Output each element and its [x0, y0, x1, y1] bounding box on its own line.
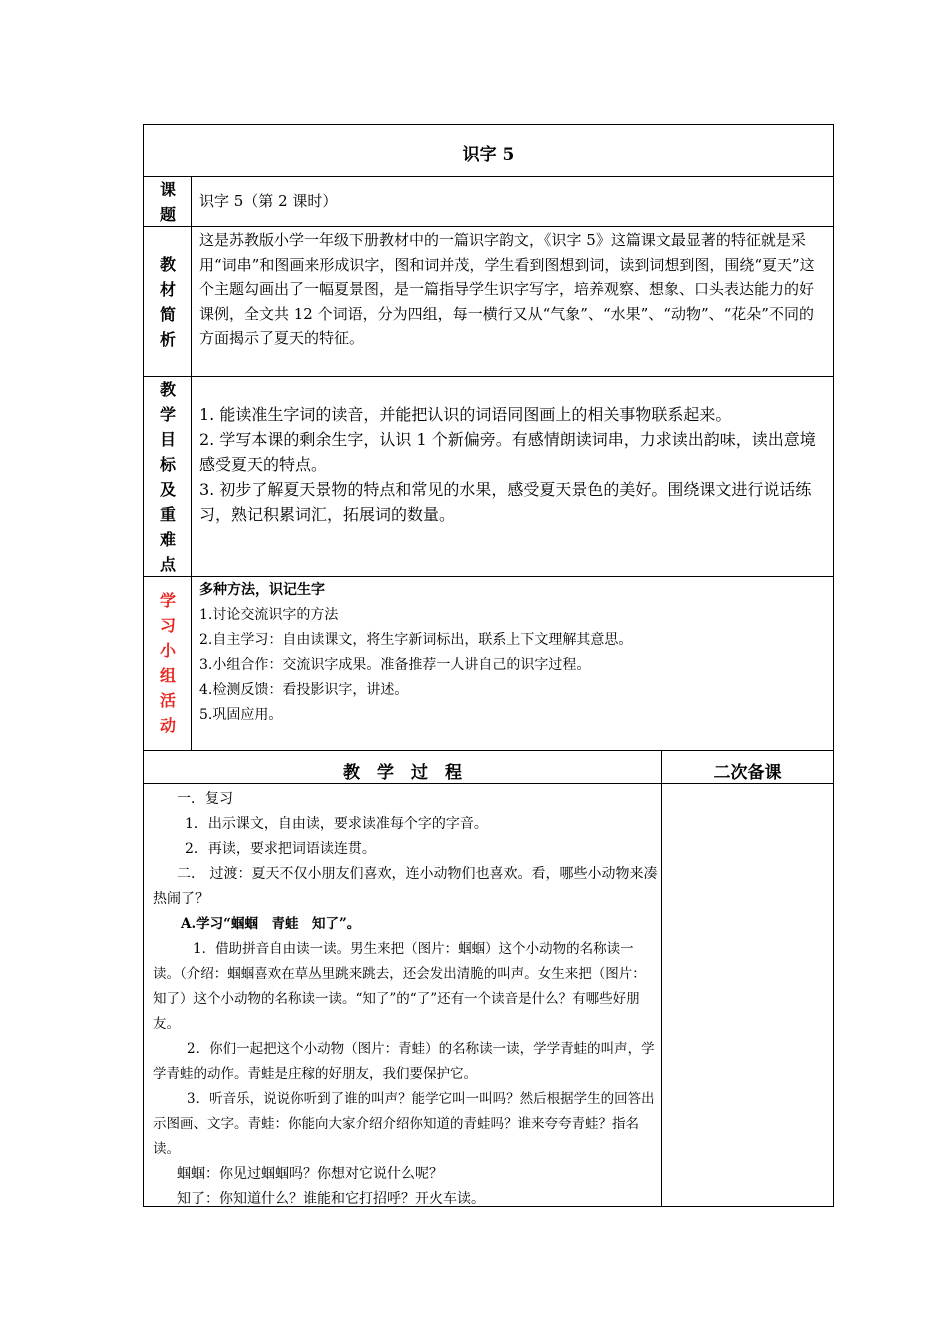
process-line: 2．你们一起把这个小动物（图片：青蛙）的名称读一读，学学青蛙的叫声，学学青蛙的动作。青蛙是庄稼的好朋友，我们要保护它。 [153, 1041, 655, 1082]
row-divider [144, 783, 833, 784]
process-line: 二． 过渡：夏天不仅小朋友们喜欢，连小动物们也喜欢。看，哪些小动物来凑热闹了？ [153, 866, 658, 907]
activity-item: 3.小组合作：交流识字成果。准备推荐一人讲自己的识字过程。 [199, 657, 591, 673]
activity-item: 4.检测反馈：看投影识字，讲述。 [199, 682, 409, 698]
group-activity-label: 学 习 小 组 活 动 [159, 591, 176, 735]
row-divider [144, 176, 833, 177]
row-divider [144, 376, 833, 377]
process-body [153, 787, 658, 1212]
activity-item: 2.自主学习：自由读课文，将生字新词标出，联系上下文理解其意思。 [199, 632, 633, 648]
intro-text: 这是苏教版小学一年级下册教材中的一篇识字韵文，《识字 5》这篇课文最显著的特征就是采用“词串”和图画来形成识字，图和词并茂，学生看到图想到词，读到词想到图，围绕“夏天”这个主题勾画出了一幅夏景图，是一篇指导学生识字写字，培养观察、想象、口头表达能力的好课例，全文共 12 个词语，分为四组，每一横行又从“气象”、“水果”、“动物”、“花朵”不同的方面揭示了夏天的特征。 [199, 231, 815, 347]
process-line: 2．再读，要求把词语读连贯。 [185, 841, 376, 857]
process-line: 1．借助拼音自由读一读。男生来把（图片：蝈蝈）这个小动物的名称读一读。（介绍：蝈蝈喜欢在草丛里跳来跳去，还会发出清脆的叫声。女生来把（图片：知了）这个小动物的名称读一读。“知了”的“了”还有一个读音是什么？有哪些好朋友。 [153, 941, 646, 1032]
goal-item: 1. 能读准生字词的读音，并能把认识的词语同图画上的相关事物联系起来。 [199, 405, 732, 424]
row-divider [144, 576, 833, 577]
process-line: 一．复习 [177, 791, 233, 807]
intro-label: 教 材 简 析 [159, 255, 176, 349]
activity-heading: 多种方法，识记生字 [199, 582, 325, 598]
process-header: 教 学 过 程 [343, 763, 462, 783]
activity-item: 5.巩固应用。 [199, 707, 283, 723]
activity-item: 1.讨论交流识字的方法 [199, 607, 339, 623]
goal-item: 3. 初步了解夏天景物的特点和常见的水果，感受夏天景色的美好。围绕课文进行说话练习，熟记积累词汇，拓展词的数量。 [199, 480, 812, 524]
process-line: 1．出示课文，自由读，要求读准每个字的字音。 [185, 816, 488, 832]
process-line: 知了：你知道什么？谁能和它打招呼？开火车读。 [177, 1191, 485, 1207]
row-divider [144, 750, 833, 751]
goals-list [199, 402, 827, 527]
second-prep-header: 二次备课 [713, 763, 782, 783]
notes-column-divider [661, 750, 662, 1207]
process-subheading: A.学习“蝈蝈 青蛙 知了”。 [181, 916, 361, 932]
process-line: 3．听音乐，说说你听到了谁的叫声？能学它叫一叫吗？然后根据学生的回答出示图画、文字。青蛙：你能向大家介绍介绍你知道的青蛙吗？谁来夸夸青蛙？指名读。 [153, 1091, 655, 1157]
row-divider [144, 226, 833, 227]
lesson-plan-table [143, 124, 834, 1207]
group-activity-list [199, 578, 827, 728]
topic-text: 识字 5（第 2 课时） [199, 192, 338, 210]
goal-item: 2. 学写本课的剩余生字，认识 1 个新偏旁。有感情朗读词串，力求读出韵味，读出意境感受夏天的特点。 [199, 430, 816, 474]
goals-label: 教 学 目 标 及 重 难 点 [159, 380, 176, 574]
document-title: 识字 5 [462, 145, 515, 165]
topic-label: 课 题 [159, 180, 176, 224]
process-line: 蝈蝈：你见过蝈蝈吗？你想对它说什么呢？ [177, 1166, 443, 1182]
